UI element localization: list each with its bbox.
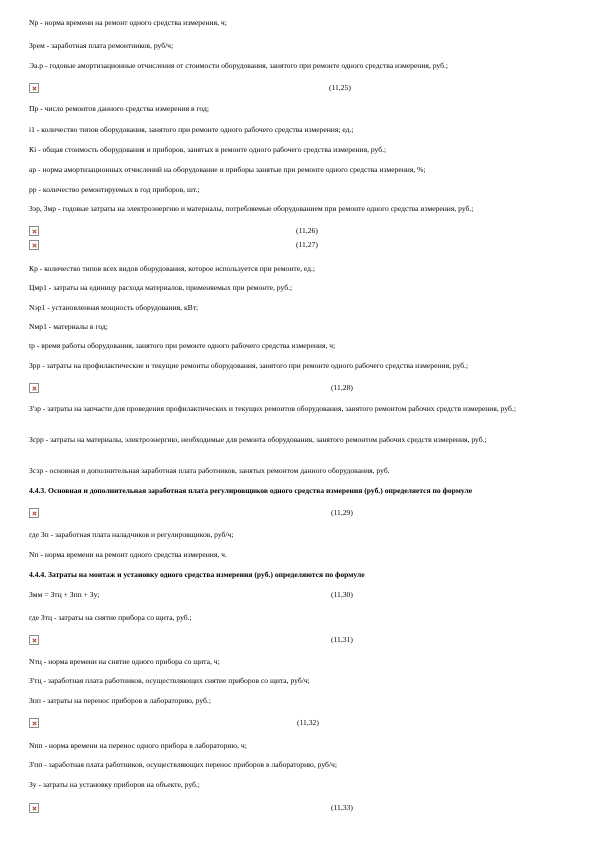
text-line: Зсрр - затраты на материалы, электроэнергию, необходимые для ремонта оборудования, занятого ремонтом рабочих средств измерения, руб.; [29, 435, 487, 444]
text-line: Зсзр - основная и дополнительная заработная плата работников, занятых ремонтом данного оборудования, руб. [29, 466, 390, 475]
text-line: Nмр1 - материалы в год; [29, 322, 108, 331]
text-line: где Зп - заработная плата наладчиков и регулировщиков, руб/ч; [29, 530, 234, 539]
equation-number: (11,25) [329, 83, 351, 92]
equation-26 [29, 226, 569, 238]
broken-image-icon [29, 718, 39, 728]
equation-text: Змм = Зтц + Зпп + Зу; [29, 590, 100, 599]
equation-number: (11,31) [331, 635, 353, 644]
broken-image-icon [29, 226, 39, 236]
broken-image-icon [29, 635, 39, 645]
text-line: Кр - количество типов всех видов оборудования, которое используется при ремонте, ед.; [29, 264, 316, 273]
text-line: Nэр1 - установленная мощность оборудования, кВт; [29, 303, 199, 312]
equation-32 [29, 718, 569, 730]
equation-30 [29, 590, 569, 602]
broken-image-icon [29, 240, 39, 250]
equation-number: (11,26) [296, 226, 318, 235]
text-line: З'тц - заработная плата работников, осуществляющих снятие приборов со щита, руб/ч; [29, 676, 310, 685]
text-line: Зпп - затраты на перенос приборов в лабораторию, руб.; [29, 696, 211, 705]
broken-image-icon [29, 508, 39, 518]
text-line: Зрр - затраты на профилактические и текущие ремонты оборудования, занятого при ремонте одного рабочего средства измерения, руб.; [29, 361, 469, 370]
text-line: Nр - норма времени на ремонт одного средства измерения, ч; [29, 18, 227, 27]
equation-number: (11,30) [331, 590, 353, 599]
text-line: Кi - общая стоимость оборудования и приборов, занятых в ремонте одного рабочего средства измерения, руб.; [29, 145, 387, 154]
text-line: Цмр1 - затраты на единицу расхода материалов, применяемых при ремонте, руб.; [29, 283, 293, 292]
text-line: Пр - число ремонтов данного средства измерения в год; [29, 104, 209, 113]
text-line: З'пп - заработная плата работников, осуществляющих перенос приборов в лабораторию, руб/ч; [29, 760, 337, 769]
text-line: З'зр - затраты на запчасти для проведения профилактических и текущих ремонтов оборудования, занятого ремонтом рабочих средств измерения, руб.; [29, 404, 516, 413]
equation-25 [29, 83, 569, 95]
broken-image-icon [29, 803, 39, 813]
equation-number: (11,29) [331, 508, 353, 517]
equation-27 [29, 240, 569, 252]
text-line: Nп - норма времени на ремонт одного средства измерения, ч. [29, 550, 227, 559]
section-heading: 4.4.3. Основная и дополнительная заработная плата регулировщиков одного средства измерения (руб.) определяется по формуле [29, 486, 473, 495]
section-heading: 4.4.4. Затраты на монтаж и установку одного средства измерения (руб.) определяются по формуле [29, 570, 365, 579]
text-line: Зу - затраты на установку приборов на объекте, руб.; [29, 780, 200, 789]
text-line: Зэр, Змр - годовые затраты на электроэнергию и материалы, потребляемые оборудованием при ремонте одного средства измерения, руб.; [29, 204, 474, 213]
text-line: рр - количество ремонтируемых в год приборов, шт.; [29, 185, 200, 194]
equation-29 [29, 508, 569, 520]
equation-28 [29, 383, 569, 395]
equation-31 [29, 635, 569, 647]
equation-number: (11,28) [331, 383, 353, 392]
equation-number: (11,33) [331, 803, 353, 812]
text-line: Эа.р - годовые амортизационные отчисления от стоимости оборудования, занятого при ремонте одного средства измерения, руб.; [29, 61, 448, 70]
text-line: tр - время работы оборудования, занятого при ремонте одного рабочего средства измерения, ч; [29, 341, 336, 350]
text-line: где Зтц - затраты на снятие прибора со щита, руб.; [29, 613, 192, 622]
text-line: Зрем - заработная плата ремонтников, руб/ч; [29, 41, 174, 50]
broken-image-icon [29, 83, 39, 93]
text-line: ар - норма амортизационных отчислений на оборудование и приборы занятые при ремонте одного средства измерения, %; [29, 165, 426, 174]
equation-number: (11,27) [296, 240, 318, 249]
equation-33 [29, 803, 569, 815]
equation-number: (11,32) [297, 718, 319, 727]
text-line: Nтц - норма времени на снятие одного прибора со щита, ч; [29, 657, 220, 666]
broken-image-icon [29, 383, 39, 393]
text-line: Nпп - норма времени на перенос одного прибора в лабораторию, ч; [29, 741, 247, 750]
text-line: i1 - количество типов оборудования, занятого при ремонте одного рабочего средства измерения; ед.; [29, 125, 354, 134]
